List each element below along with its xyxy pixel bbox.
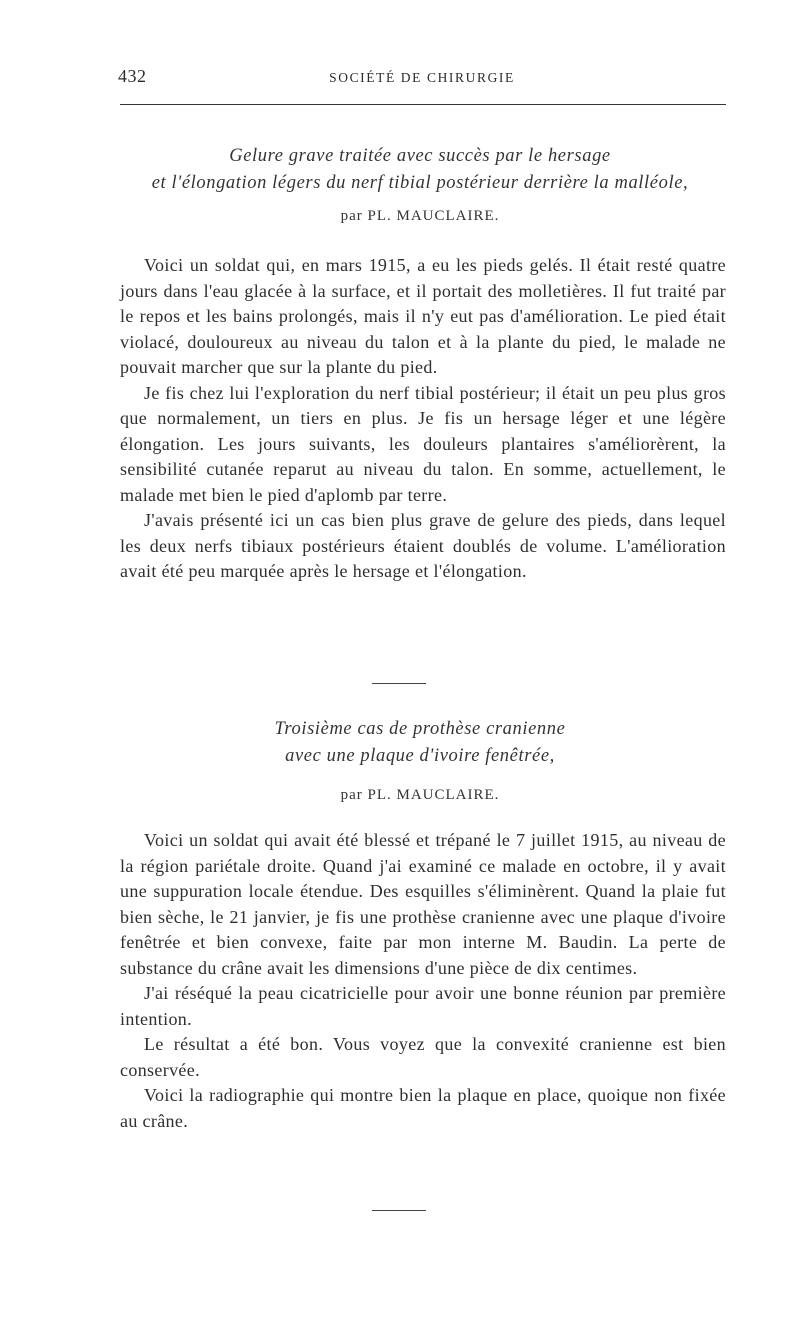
- article-1-title-line-2: et l'élongation légers du nerf tibial postérieur derrière la malléole,: [151, 173, 689, 193]
- running-title: SOCIÉTÉ DE CHIRURGIE: [329, 70, 515, 85]
- article-2-paragraph-4: Voici la radiographie qui montre bien la plaque en place, quoique non fixée au crâne.: [120, 1085, 726, 1131]
- section-divider-1: [372, 683, 426, 684]
- header-rule: [120, 104, 726, 105]
- article-1-byline: par PL. MAUCLAIRE.: [340, 208, 500, 224]
- article-2-body: [120, 828, 726, 1134]
- page-number: 432: [118, 66, 147, 86]
- article-2-paragraph-1: Voici un soldat qui avait été blessé et trépané le 7 juillet 1915, au niveau de la région pariétale droite. Quand j'ai examiné ce malade en octobre, il y avait une suppuration locale étendue. Des esquilles s'éliminèrent. Quand la plaie fut bien sèche, le 21 janvier, je fis une prothèse cranienne avec une plaque d'ivoire fenêtrée et bien convexe, faite par mon interne M. Baudin. La perte de substance du crâne avait les dimensions d'une pièce de dix centimes.: [120, 830, 726, 978]
- article-1-paragraph-3: J'avais présenté ici un cas bien plus grave de gelure des pieds, dans lequel les deux nerfs tibiaux postérieurs étaient doublés de volume. L'amélioration avait été peu marquée après le hersage et l'élongation.: [120, 510, 726, 581]
- article-2-title-line-2: avec une plaque d'ivoire fenêtrée,: [285, 746, 555, 766]
- article-2-title-line-1: Troisième cas de prothèse cranienne: [274, 719, 566, 739]
- article-1-paragraph-2: Je fis chez lui l'exploration du nerf tibial postérieur; il était un peu plus gros que normalement, un tiers en plus. Je fis un hersage léger et une légère élongation. Les jours suivants, les douleurs plantaires s'améliorèrent, la sensibilité cutanée reparut au niveau du talon. En somme, actuellement, le malade met bien le pied d'aplomb par terre.: [120, 382, 726, 505]
- article-1-body: [120, 253, 726, 585]
- running-head: [118, 66, 726, 88]
- article-2-byline: par PL. MAUCLAIRE.: [340, 787, 500, 803]
- article-1-title-line-1: Gelure grave traitée avec succès par le hersage: [229, 146, 611, 166]
- article-2-title: [100, 716, 740, 770]
- article-2-paragraph-2: J'ai réséqué la peau cicatricielle pour avoir une bonne réunion par première intention.: [120, 983, 726, 1029]
- article-2-paragraph-3: Le résultat a été bon. Vous voyez que la convexité cranienne est bien conservée.: [120, 1034, 726, 1080]
- section-divider-2: [372, 1210, 426, 1211]
- article-1-paragraph-1: Voici un soldat qui, en mars 1915, a eu les pieds gelés. Il était resté quatre jours dans l'eau glacée à la surface, et il portait des molletières. Il fut traité par le repos et les bains prolongés, mais il n'y eut pas d'amélioration. Le pied était violacé, douloureux au niveau du talon et à la plante du pied, le malade ne pouvait marcher que sur la plante du pied.: [120, 255, 726, 377]
- article-1-title: [100, 143, 740, 197]
